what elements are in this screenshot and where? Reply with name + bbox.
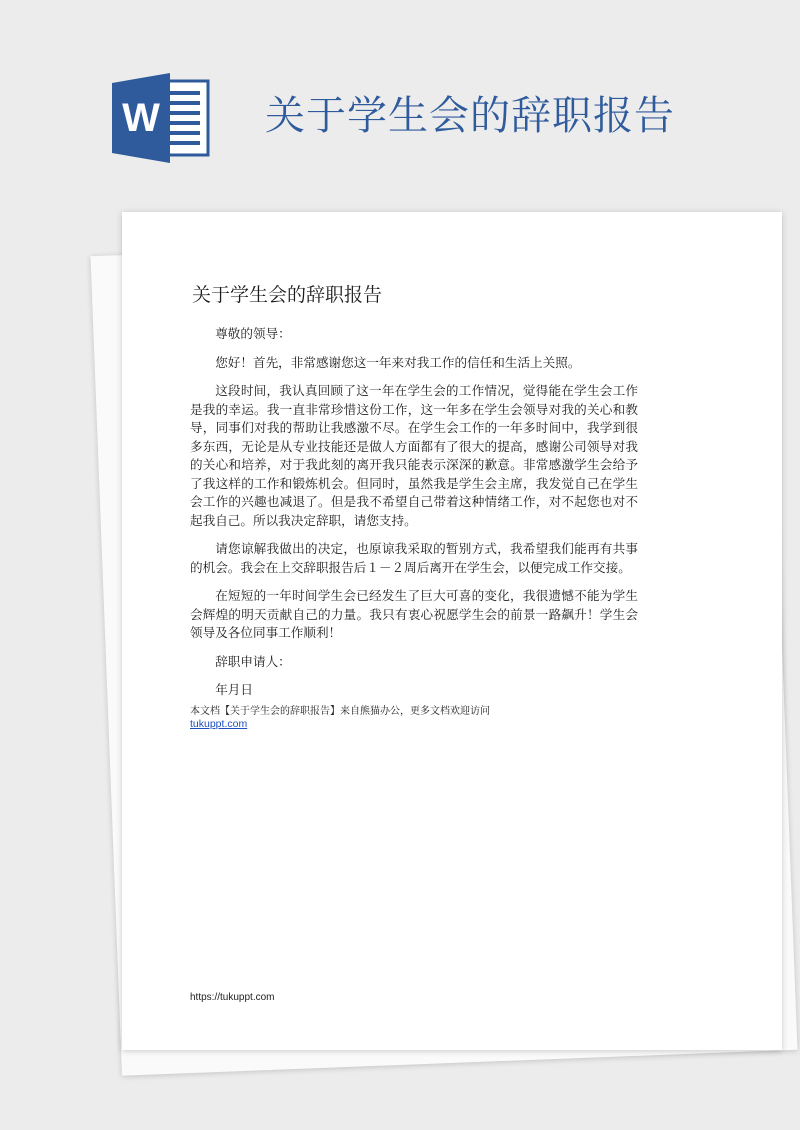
source-note <box>190 705 490 731</box>
page-title: 关于学生会的辞职报告 <box>265 93 675 139</box>
paragraph: 请您谅解我做出的决定，也原谅我采取的暂别方式，我希望我们能再有共事的机会。我会在上交辞职报告后１－２周后离开在学生会，以便完成工作交接。 <box>190 541 638 575</box>
salutation: 尊敬的领导： <box>215 326 291 341</box>
source-link[interactable]: tukuppt.com <box>190 718 248 730</box>
date-line: 年月日 <box>215 682 253 697</box>
word-document-icon <box>112 73 212 163</box>
paragraph: 您好！首先，非常感谢您这一年来对我工作的信任和生活上关照。 <box>215 354 581 370</box>
paragraph: 这段时间，我认真回顾了这一年在学生会的工作情况，觉得能在学生会工作是我的幸运。我一直非常珍惜这份工作，这一年多在学生会领导对我的关心和教导，同事们对我的帮助让我感激不尽。在学生会工作的一年多时间中，我学到很多东西，无论是从专业技能还是做人方面都有了很大的提高，感谢公司领导对我的关心和培养，对于我此刻的离开我只能表示深深的歉意。非常感激学生会给予了我这样的工作和锻炼机会。但同时，虽然我是学生会主席，我发觉自己在学生会工作的兴趣也减退了。但是我不希望自己带着这种情绪工作，对不起您也对不起我自己。所以我决定辞职，请您支持。 <box>190 383 638 528</box>
footer-url: https://tukuppt.com <box>190 992 275 1003</box>
source-note-text: 本文档【关于学生会的辞职报告】来自熊猫办公，更多文档欢迎访问 <box>190 706 490 717</box>
word-logo-letter: W <box>122 96 160 140</box>
signature-line: 辞职申请人： <box>215 653 291 669</box>
paragraph: 在短短的一年时间学生会已经发生了巨大可喜的变化，我很遗憾不能为学生会辉煌的明天贡献自己的力量。我只有衷心祝愿学生会的前景一路飙升！学生会领导及各位同事工作顺利！ <box>190 588 638 640</box>
document-page <box>122 212 782 1050</box>
document-title: 关于学生会的辞职报告 <box>192 284 383 306</box>
document-body <box>190 325 638 710</box>
